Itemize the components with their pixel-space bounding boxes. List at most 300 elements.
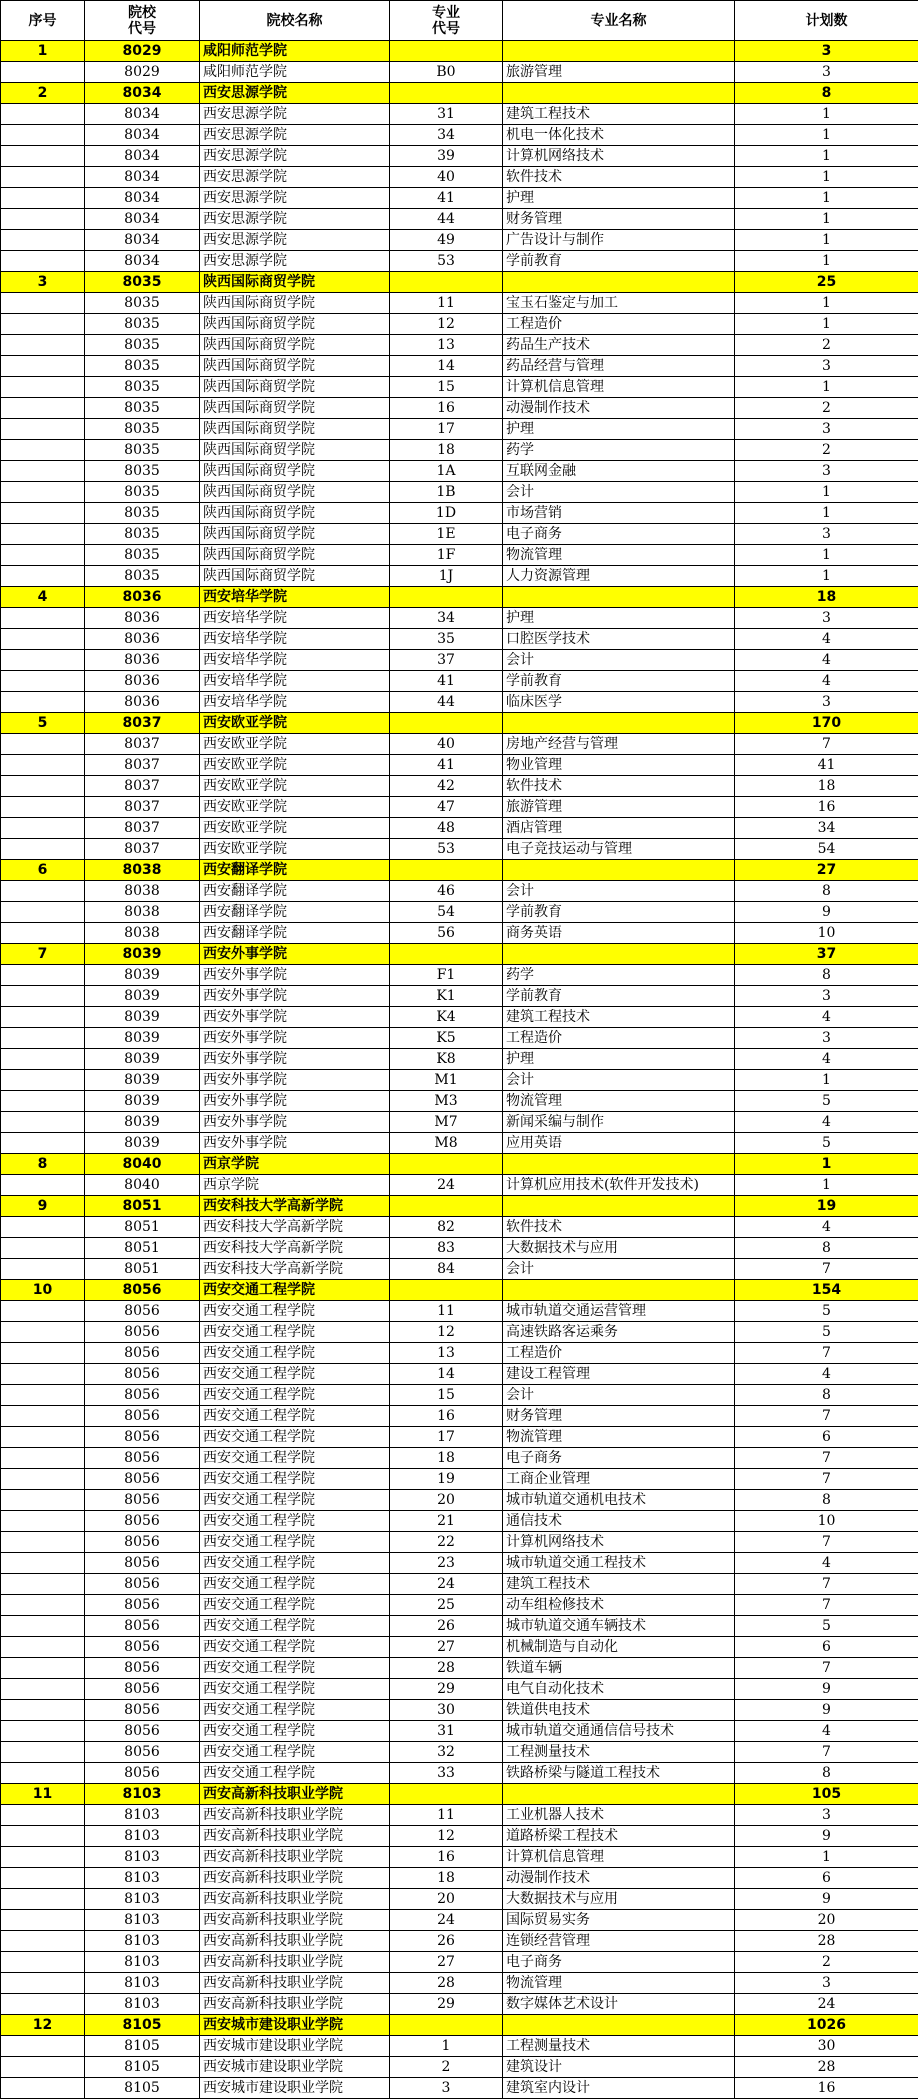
- school-code-cell: 8036: [85, 692, 200, 713]
- major-code-cell: 53: [390, 251, 503, 272]
- major-name-cell: 建筑室内设计: [503, 2078, 735, 2099]
- table-row: [1, 1133, 918, 1154]
- major-name-cell: 会计: [503, 482, 735, 503]
- table-row: [1, 461, 918, 482]
- seq-cell: [1, 1763, 85, 1784]
- table-row: [1, 734, 918, 755]
- school-name-cell: 西安外事学院: [200, 986, 390, 1007]
- school-code-cell: 8056: [85, 1448, 200, 1469]
- plan-count-cell: 3: [735, 692, 918, 713]
- major-code-cell: M3: [390, 1091, 503, 1112]
- school-summary-row: [1, 1196, 918, 1217]
- school-code-cell: 8039: [85, 1049, 200, 1070]
- school-name-cell: 西安欧亚学院: [200, 797, 390, 818]
- major-code-cell: 37: [390, 650, 503, 671]
- school-summary-row: [1, 713, 918, 734]
- seq-cell: [1, 230, 85, 251]
- major-name-cell: 动漫制作技术: [503, 1868, 735, 1889]
- major-code-cell: 11: [390, 1301, 503, 1322]
- plan-count-cell: 7: [735, 1532, 918, 1553]
- major-name-cell: 财务管理: [503, 209, 735, 230]
- plan-count-cell: 7: [735, 1469, 918, 1490]
- major-code-cell: 24: [390, 1175, 503, 1196]
- table-row: [1, 209, 918, 230]
- table-row: [1, 1763, 918, 1784]
- table-row: [1, 1112, 918, 1133]
- major-code-cell: 1B: [390, 482, 503, 503]
- plan-count-cell: 5: [735, 1322, 918, 1343]
- school-code-cell: 8035: [85, 356, 200, 377]
- major-code-cell: 17: [390, 1427, 503, 1448]
- school-code-cell: 8039: [85, 1070, 200, 1091]
- school-summary-row: [1, 83, 918, 104]
- table-row: [1, 188, 918, 209]
- major-name-cell: [503, 713, 735, 734]
- plan-total-cell: 1026: [735, 2015, 918, 2036]
- major-code-cell: 41: [390, 671, 503, 692]
- seq-cell: 5: [1, 713, 85, 734]
- seq-cell: [1, 1028, 85, 1049]
- school-code-cell: 8056: [85, 1574, 200, 1595]
- major-code-cell: 49: [390, 230, 503, 251]
- header-plan-count: 计划数: [735, 1, 918, 41]
- plan-count-cell: 10: [735, 923, 918, 944]
- school-code-cell: 8056: [85, 1322, 200, 1343]
- school-code-cell: 8035: [85, 482, 200, 503]
- seq-cell: [1, 1427, 85, 1448]
- major-code-cell: K8: [390, 1049, 503, 1070]
- plan-count-cell: 1: [735, 188, 918, 209]
- table-row: [1, 1931, 918, 1952]
- school-name-cell: 西安欧亚学院: [200, 713, 390, 734]
- major-name-cell: 道路桥梁工程技术: [503, 1826, 735, 1847]
- seq-cell: [1, 1238, 85, 1259]
- school-code-cell: 8039: [85, 965, 200, 986]
- school-code-cell: 8039: [85, 1007, 200, 1028]
- seq-cell: [1, 1868, 85, 1889]
- plan-count-cell: 7: [735, 1259, 918, 1280]
- school-name-cell: 陕西国际商贸学院: [200, 293, 390, 314]
- school-name-cell: 陕西国际商贸学院: [200, 545, 390, 566]
- table-row: [1, 1007, 918, 1028]
- plan-count-cell: 1: [735, 314, 918, 335]
- table-row: [1, 1574, 918, 1595]
- major-name-cell: 铁道车辆: [503, 1658, 735, 1679]
- seq-cell: [1, 419, 85, 440]
- major-code-cell: 47: [390, 797, 503, 818]
- major-code-cell: 83: [390, 1238, 503, 1259]
- seq-cell: 8: [1, 1154, 85, 1175]
- school-name-cell: 西安交通工程学院: [200, 1553, 390, 1574]
- plan-count-cell: 28: [735, 2057, 918, 2078]
- table-row: [1, 335, 918, 356]
- major-code-cell: 15: [390, 1385, 503, 1406]
- major-code-cell: 18: [390, 1868, 503, 1889]
- school-name-cell: 西安思源学院: [200, 83, 390, 104]
- major-code-cell: 40: [390, 734, 503, 755]
- major-code-cell: 28: [390, 1658, 503, 1679]
- seq-cell: [1, 1490, 85, 1511]
- major-name-cell: 大数据技术与应用: [503, 1238, 735, 1259]
- school-code-cell: 8038: [85, 923, 200, 944]
- school-code-cell: 8035: [85, 419, 200, 440]
- school-name-cell: 西安欧亚学院: [200, 839, 390, 860]
- table-row: [1, 902, 918, 923]
- plan-count-cell: 8: [735, 1238, 918, 1259]
- major-name-cell: 计算机网络技术: [503, 146, 735, 167]
- school-code-cell: 8051: [85, 1259, 200, 1280]
- school-name-cell: 西安外事学院: [200, 1112, 390, 1133]
- plan-count-cell: 7: [735, 1658, 918, 1679]
- table-row: [1, 1910, 918, 1931]
- seq-cell: [1, 1049, 85, 1070]
- school-name-cell: 西安高新科技职业学院: [200, 1952, 390, 1973]
- major-code-cell: 11: [390, 1805, 503, 1826]
- major-code-cell: 15: [390, 377, 503, 398]
- school-code-cell: 8056: [85, 1490, 200, 1511]
- table-row: [1, 629, 918, 650]
- plan-count-cell: 2: [735, 335, 918, 356]
- school-code-cell: 8103: [85, 1847, 200, 1868]
- school-name-cell: 西安欧亚学院: [200, 818, 390, 839]
- seq-cell: [1, 608, 85, 629]
- school-name-cell: 西安科技大学高新学院: [200, 1196, 390, 1217]
- seq-cell: [1, 146, 85, 167]
- table-row: [1, 1742, 918, 1763]
- school-name-cell: 西安城市建设职业学院: [200, 2015, 390, 2036]
- plan-count-cell: 7: [735, 1595, 918, 1616]
- major-code-cell: 23: [390, 1553, 503, 1574]
- major-code-cell: 41: [390, 755, 503, 776]
- school-code-cell: 8035: [85, 566, 200, 587]
- seq-cell: [1, 1742, 85, 1763]
- header-major-code: 专业 代号: [390, 1, 503, 41]
- seq-cell: [1, 440, 85, 461]
- major-code-cell: [390, 1154, 503, 1175]
- major-code-cell: 54: [390, 902, 503, 923]
- seq-cell: 7: [1, 944, 85, 965]
- plan-count-cell: 1: [735, 482, 918, 503]
- table-row: [1, 125, 918, 146]
- plan-count-cell: 3: [735, 1805, 918, 1826]
- plan-total-cell: 27: [735, 860, 918, 881]
- plan-count-cell: 3: [735, 608, 918, 629]
- plan-total-cell: 25: [735, 272, 918, 293]
- school-code-cell: 8103: [85, 1973, 200, 1994]
- table-row: [1, 377, 918, 398]
- table-row: [1, 818, 918, 839]
- seq-cell: [1, 1931, 85, 1952]
- seq-cell: [1, 1133, 85, 1154]
- school-code-cell: 8056: [85, 1616, 200, 1637]
- school-summary-row: [1, 944, 918, 965]
- major-name-cell: 互联网金融: [503, 461, 735, 482]
- plan-total-cell: 154: [735, 1280, 918, 1301]
- major-name-cell: 旅游管理: [503, 62, 735, 83]
- school-name-cell: 西安交通工程学院: [200, 1637, 390, 1658]
- table-row: [1, 419, 918, 440]
- plan-total-cell: 8: [735, 83, 918, 104]
- major-code-cell: 30: [390, 1700, 503, 1721]
- seq-cell: [1, 1700, 85, 1721]
- major-name-cell: [503, 860, 735, 881]
- major-name-cell: 会计: [503, 881, 735, 902]
- school-name-cell: 西安高新科技职业学院: [200, 1994, 390, 2015]
- seq-cell: [1, 209, 85, 230]
- plan-count-cell: 7: [735, 734, 918, 755]
- school-code-cell: 8103: [85, 1889, 200, 1910]
- plan-count-cell: 1: [735, 104, 918, 125]
- plan-total-cell: 18: [735, 587, 918, 608]
- school-code-cell: 8029: [85, 62, 200, 83]
- table-row: [1, 1826, 918, 1847]
- major-name-cell: 动车组检修技术: [503, 1595, 735, 1616]
- seq-cell: [1, 1385, 85, 1406]
- school-name-cell: 陕西国际商贸学院: [200, 524, 390, 545]
- plan-count-cell: 16: [735, 2078, 918, 2099]
- school-code-cell: 8056: [85, 1700, 200, 1721]
- school-name-cell: 陕西国际商贸学院: [200, 566, 390, 587]
- header-seq: 序号: [1, 1, 85, 41]
- table-row: [1, 797, 918, 818]
- plan-count-cell: 8: [735, 881, 918, 902]
- school-name-cell: 西安科技大学高新学院: [200, 1259, 390, 1280]
- seq-cell: [1, 377, 85, 398]
- school-code-cell: 8034: [85, 209, 200, 230]
- major-name-cell: 口腔医学技术: [503, 629, 735, 650]
- table-row: [1, 1658, 918, 1679]
- seq-cell: [1, 776, 85, 797]
- plan-count-cell: 4: [735, 1049, 918, 1070]
- table-row: [1, 503, 918, 524]
- school-code-cell: 8036: [85, 671, 200, 692]
- major-name-cell: 药学: [503, 440, 735, 461]
- school-code-cell: 8051: [85, 1238, 200, 1259]
- seq-cell: 9: [1, 1196, 85, 1217]
- seq-cell: 12: [1, 2015, 85, 2036]
- seq-cell: [1, 692, 85, 713]
- seq-cell: [1, 293, 85, 314]
- major-code-cell: 25: [390, 1595, 503, 1616]
- major-name-cell: 软件技术: [503, 1217, 735, 1238]
- plan-count-cell: 3: [735, 1973, 918, 1994]
- school-name-cell: 西安高新科技职业学院: [200, 1847, 390, 1868]
- major-code-cell: 16: [390, 1406, 503, 1427]
- school-name-cell: 西安外事学院: [200, 944, 390, 965]
- major-code-cell: 11: [390, 293, 503, 314]
- school-code-cell: 8056: [85, 1364, 200, 1385]
- major-name-cell: 电气自动化技术: [503, 1679, 735, 1700]
- major-name-cell: 工程造价: [503, 1343, 735, 1364]
- plan-count-cell: 7: [735, 1343, 918, 1364]
- plan-count-cell: 1: [735, 125, 918, 146]
- plan-count-cell: 4: [735, 1553, 918, 1574]
- school-name-cell: 陕西国际商贸学院: [200, 377, 390, 398]
- table-row: [1, 1679, 918, 1700]
- school-code-cell: 8036: [85, 629, 200, 650]
- seq-cell: 10: [1, 1280, 85, 1301]
- major-name-cell: 动漫制作技术: [503, 398, 735, 419]
- plan-count-cell: 1: [735, 251, 918, 272]
- major-code-cell: [390, 1784, 503, 1805]
- table-row: [1, 440, 918, 461]
- seq-cell: [1, 1910, 85, 1931]
- major-name-cell: 高速铁路客运乘务: [503, 1322, 735, 1343]
- school-code-cell: 8056: [85, 1595, 200, 1616]
- major-code-cell: 22: [390, 1532, 503, 1553]
- major-name-cell: 人力资源管理: [503, 566, 735, 587]
- plan-count-cell: 1: [735, 293, 918, 314]
- seq-cell: [1, 1721, 85, 1742]
- school-name-cell: 西安高新科技职业学院: [200, 1973, 390, 1994]
- major-code-cell: 13: [390, 335, 503, 356]
- header-major-name: 专业名称: [503, 1, 735, 41]
- table-row: [1, 755, 918, 776]
- plan-count-cell: 18: [735, 776, 918, 797]
- school-name-cell: 西安交通工程学院: [200, 1427, 390, 1448]
- major-code-cell: K4: [390, 1007, 503, 1028]
- table-row: [1, 1721, 918, 1742]
- table-row: [1, 398, 918, 419]
- seq-cell: [1, 1259, 85, 1280]
- school-name-cell: 陕西国际商贸学院: [200, 440, 390, 461]
- major-code-cell: 40: [390, 167, 503, 188]
- table-row: [1, 2078, 918, 2099]
- major-code-cell: 21: [390, 1511, 503, 1532]
- plan-total-cell: 37: [735, 944, 918, 965]
- school-code-cell: 8103: [85, 1994, 200, 2015]
- school-name-cell: 西安外事学院: [200, 1049, 390, 1070]
- table-row: [1, 1973, 918, 1994]
- school-name-cell: 陕西国际商贸学院: [200, 503, 390, 524]
- school-name-cell: 咸阳师范学院: [200, 41, 390, 62]
- plan-count-cell: 8: [735, 965, 918, 986]
- plan-count-cell: 16: [735, 797, 918, 818]
- table-row: [1, 965, 918, 986]
- major-code-cell: 18: [390, 440, 503, 461]
- school-name-cell: 西安高新科技职业学院: [200, 1910, 390, 1931]
- seq-cell: [1, 734, 85, 755]
- school-code-cell: 8056: [85, 1742, 200, 1763]
- major-name-cell: 物业管理: [503, 755, 735, 776]
- header-school-code: 院校 代号: [85, 1, 200, 41]
- school-code-cell: 8037: [85, 797, 200, 818]
- table-row: [1, 1322, 918, 1343]
- plan-count-cell: 1: [735, 209, 918, 230]
- plan-count-cell: 7: [735, 1448, 918, 1469]
- table-row: [1, 839, 918, 860]
- school-code-cell: 8038: [85, 902, 200, 923]
- major-name-cell: 会计: [503, 1385, 735, 1406]
- major-name-cell: 物流管理: [503, 545, 735, 566]
- school-name-cell: 西安高新科技职业学院: [200, 1868, 390, 1889]
- school-code-cell: 8056: [85, 1280, 200, 1301]
- plan-count-cell: 2: [735, 1952, 918, 1973]
- school-code-cell: 8051: [85, 1196, 200, 1217]
- school-name-cell: 西安高新科技职业学院: [200, 1826, 390, 1847]
- school-name-cell: 西安思源学院: [200, 146, 390, 167]
- school-name-cell: 西安培华学院: [200, 671, 390, 692]
- plan-count-cell: 6: [735, 1427, 918, 1448]
- table-row: [1, 1637, 918, 1658]
- table-row: [1, 923, 918, 944]
- school-name-cell: 咸阳师范学院: [200, 62, 390, 83]
- school-name-cell: 西安思源学院: [200, 230, 390, 251]
- seq-cell: [1, 1553, 85, 1574]
- seq-cell: [1, 1994, 85, 2015]
- major-code-cell: 16: [390, 1847, 503, 1868]
- major-code-cell: [390, 41, 503, 62]
- school-summary-row: [1, 860, 918, 881]
- school-name-cell: 西安交通工程学院: [200, 1322, 390, 1343]
- plan-count-cell: 10: [735, 1511, 918, 1532]
- major-code-cell: 20: [390, 1889, 503, 1910]
- school-code-cell: 8029: [85, 41, 200, 62]
- table-row: [1, 1448, 918, 1469]
- seq-cell: [1, 1532, 85, 1553]
- plan-total-cell: 19: [735, 1196, 918, 1217]
- major-code-cell: B0: [390, 62, 503, 83]
- plan-count-cell: 3: [735, 419, 918, 440]
- plan-count-cell: 6: [735, 1637, 918, 1658]
- table-row: [1, 1889, 918, 1910]
- major-name-cell: 广告设计与制作: [503, 230, 735, 251]
- major-code-cell: 18: [390, 1448, 503, 1469]
- major-code-cell: 1: [390, 2036, 503, 2057]
- major-name-cell: 计算机信息管理: [503, 1847, 735, 1868]
- major-name-cell: 市场营销: [503, 503, 735, 524]
- school-name-cell: 西安高新科技职业学院: [200, 1931, 390, 1952]
- table-row: [1, 1028, 918, 1049]
- plan-count-cell: 9: [735, 1700, 918, 1721]
- school-code-cell: 8039: [85, 1028, 200, 1049]
- plan-count-cell: 7: [735, 1574, 918, 1595]
- seq-cell: [1, 524, 85, 545]
- seq-cell: [1, 1175, 85, 1196]
- major-code-cell: [390, 1196, 503, 1217]
- seq-cell: [1, 1007, 85, 1028]
- seq-cell: [1, 1826, 85, 1847]
- table-row: [1, 881, 918, 902]
- major-code-cell: 31: [390, 104, 503, 125]
- seq-cell: [1, 398, 85, 419]
- major-name-cell: 建筑工程技术: [503, 1007, 735, 1028]
- major-code-cell: 14: [390, 356, 503, 377]
- table-row: [1, 1469, 918, 1490]
- school-name-cell: 西安欧亚学院: [200, 734, 390, 755]
- major-name-cell: 应用英语: [503, 1133, 735, 1154]
- school-code-cell: 8036: [85, 608, 200, 629]
- table-row: [1, 251, 918, 272]
- major-code-cell: 42: [390, 776, 503, 797]
- school-code-cell: 8037: [85, 818, 200, 839]
- school-name-cell: 西安交通工程学院: [200, 1343, 390, 1364]
- seq-cell: [1, 482, 85, 503]
- major-code-cell: [390, 860, 503, 881]
- school-name-cell: 西安科技大学高新学院: [200, 1238, 390, 1259]
- major-name-cell: 护理: [503, 608, 735, 629]
- table-row: [1, 692, 918, 713]
- table-row: [1, 1406, 918, 1427]
- major-name-cell: [503, 1784, 735, 1805]
- major-code-cell: 1E: [390, 524, 503, 545]
- seq-cell: [1, 125, 85, 146]
- school-code-cell: 8105: [85, 2036, 200, 2057]
- seq-cell: [1, 1406, 85, 1427]
- plan-count-cell: 3: [735, 62, 918, 83]
- table-row: [1, 776, 918, 797]
- seq-cell: [1, 671, 85, 692]
